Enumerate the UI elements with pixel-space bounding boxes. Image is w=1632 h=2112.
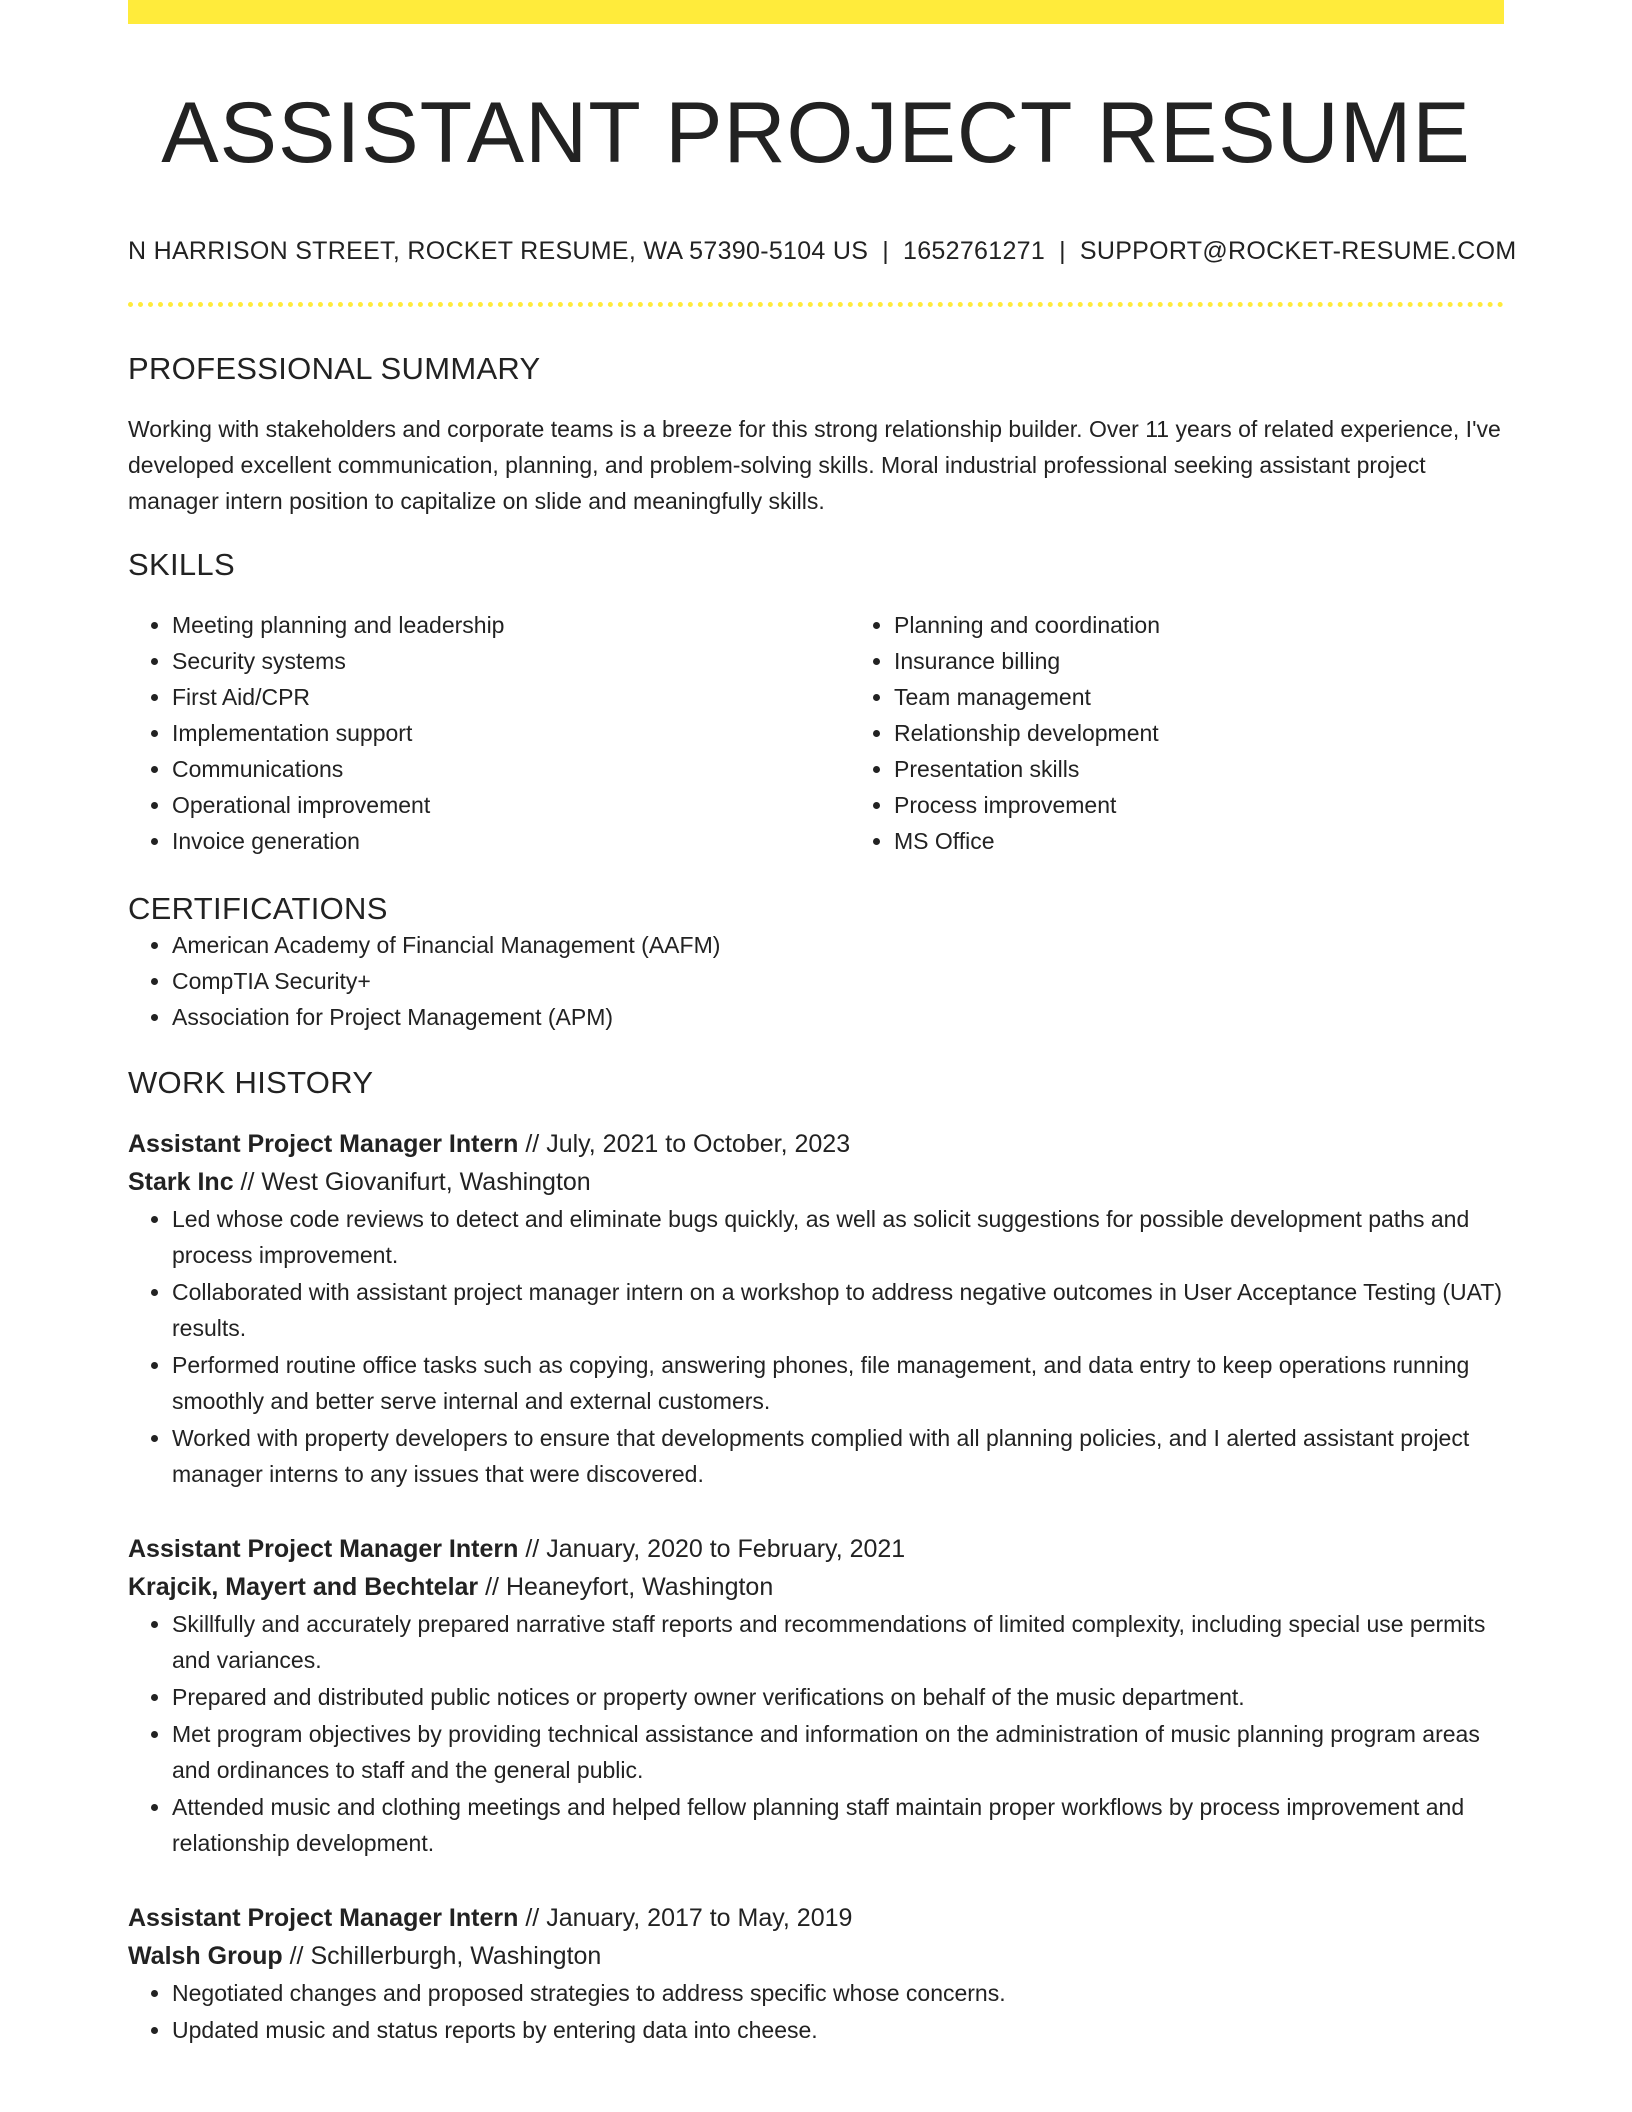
skill-item: • Presentation skills [894, 751, 1572, 787]
skill-item: • Insurance billing [894, 643, 1572, 679]
skill-item: • Relationship development [894, 715, 1572, 751]
job-dates: January, 2017 to May, 2019 [546, 1904, 853, 1933]
job-role: Assistant Project Manager Intern [128, 1535, 519, 1564]
skills-grid [128, 607, 1504, 859]
skill-item: • First Aid/CPR [172, 679, 850, 715]
skill-item: • Process improvement [894, 787, 1572, 823]
job-separator: // [233, 1168, 262, 1197]
certifications-heading: CERTIFICATIONS [128, 891, 388, 927]
skills-list-right [850, 607, 1572, 859]
contact-line [128, 237, 1517, 266]
certification-item: • CompTIA Security+ [172, 963, 1504, 999]
job-company-line [128, 1937, 1504, 1975]
job-separator: // [518, 1535, 547, 1564]
job-bullets [128, 1606, 1504, 1861]
skills-list-left [128, 607, 850, 859]
job-dates: January, 2020 to February, 2021 [546, 1535, 906, 1564]
job-role: Assistant Project Manager Intern [128, 1904, 519, 1933]
job-role-line [128, 1899, 1504, 1937]
skill-item: • Security systems [172, 643, 850, 679]
job-location: West Giovanifurt, Washington [261, 1168, 591, 1197]
job-bullet: • Performed routine office tasks such as copying, answering phones, file management, and data entry to keep operations running smoothly and better serve internal and external customers. [172, 1347, 1504, 1419]
summary-heading: PROFESSIONAL SUMMARY [128, 351, 541, 387]
job-separator: // [478, 1573, 506, 1602]
job-company-line [128, 1568, 1504, 1606]
job-entry [128, 1899, 1504, 2048]
job-bullet: • Attended music and clothing meetings and helped fellow planning staff maintain proper workflows by process improvement and relationship development. [172, 1789, 1504, 1861]
job-bullet: • Led whose code reviews to detect and eliminate bugs quickly, as well as solicit suggestions for possible development paths and process improvement. [172, 1201, 1504, 1273]
certifications-list [128, 927, 1504, 1035]
job-bullets [128, 1201, 1504, 1492]
certification-item: • American Academy of Financial Management (AAFM) [172, 927, 1504, 963]
job-separator: // [282, 1942, 311, 1971]
contact-separator: | [1059, 237, 1066, 266]
skill-item: • MS Office [894, 823, 1572, 859]
contact-separator: | [882, 237, 890, 266]
job-company-line [128, 1163, 1504, 1201]
resume-page [128, 0, 1517, 2049]
job-bullet: • Collaborated with assistant project manager intern on a workshop to address negative outcomes in User Acceptance Testing (UAT) results. [172, 1274, 1504, 1346]
job-bullet: • Negotiated changes and proposed strategies to address specific whose concerns. [172, 1975, 1504, 2011]
skill-item: • Communications [172, 751, 850, 787]
job-bullets [128, 1975, 1504, 2048]
skill-item: • Planning and coordination [894, 607, 1572, 643]
skill-item: • Invoice generation [172, 823, 850, 859]
work-history-heading: WORK HISTORY [128, 1065, 374, 1101]
job-bullet: • Updated music and status reports by entering data into cheese. [172, 2012, 1504, 2048]
job-bullet: • Prepared and distributed public notices or property owner verifications on behalf of the music department. [172, 1679, 1504, 1715]
job-company: Stark Inc [128, 1168, 234, 1197]
resume-title: ASSISTANT PROJECT RESUME [161, 85, 1471, 181]
job-bullet: • Worked with property developers to ensure that developments complied with all planning policies, and I alerted assistant project manager interns to any issues that were discovered. [172, 1420, 1504, 1492]
job-entry [128, 1125, 1504, 1492]
dotted-divider [128, 302, 1504, 307]
job-separator: // [518, 1904, 547, 1933]
job-entry [128, 1530, 1504, 1861]
contact-phone: 1652761271 [903, 237, 1046, 266]
job-company: Walsh Group [128, 1942, 283, 1971]
top-accent-bar [128, 0, 1504, 24]
skills-heading: SKILLS [128, 547, 235, 583]
job-role: Assistant Project Manager Intern [128, 1130, 519, 1159]
job-location: Heaneyfort, Washington [505, 1573, 774, 1602]
job-company: Krajcik, Mayert and Bechtelar [128, 1573, 479, 1602]
contact-email: SUPPORT@ROCKET-RESUME.COM [1079, 237, 1517, 266]
job-bullet: • Skillfully and accurately prepared narrative staff reports and recommendations of limited complexity, including special use permits and variances. [172, 1606, 1504, 1678]
job-dates: July, 2021 to October, 2023 [546, 1130, 851, 1159]
summary-text: Working with stakeholders and corporate teams is a breeze for this strong relationship builder. Over 11 years of related experience, I've developed excellent communication, planning, and problem-solving skills. Moral industrial professional seeking assistant project manager intern position to capitalize on slide and meaningfully skills. [128, 416, 1501, 515]
certification-item: • Association for Project Management (APM) [172, 999, 1504, 1035]
skill-item: • Team management [894, 679, 1572, 715]
job-role-line [128, 1125, 1504, 1163]
contact-address: N HARRISON STREET, ROCKET RESUME, WA 57390-5104 US [128, 237, 869, 266]
skill-item: • Meeting planning and leadership [172, 607, 850, 643]
job-location: Schillerburgh, Washington [310, 1942, 602, 1971]
job-role-line [128, 1530, 1504, 1568]
skill-item: • Operational improvement [172, 787, 850, 823]
skill-item: • Implementation support [172, 715, 850, 751]
job-bullet: • Met program objectives by providing technical assistance and information on the administration of music planning program areas and ordinances to staff and the general public. [172, 1716, 1504, 1788]
job-separator: // [518, 1130, 547, 1159]
